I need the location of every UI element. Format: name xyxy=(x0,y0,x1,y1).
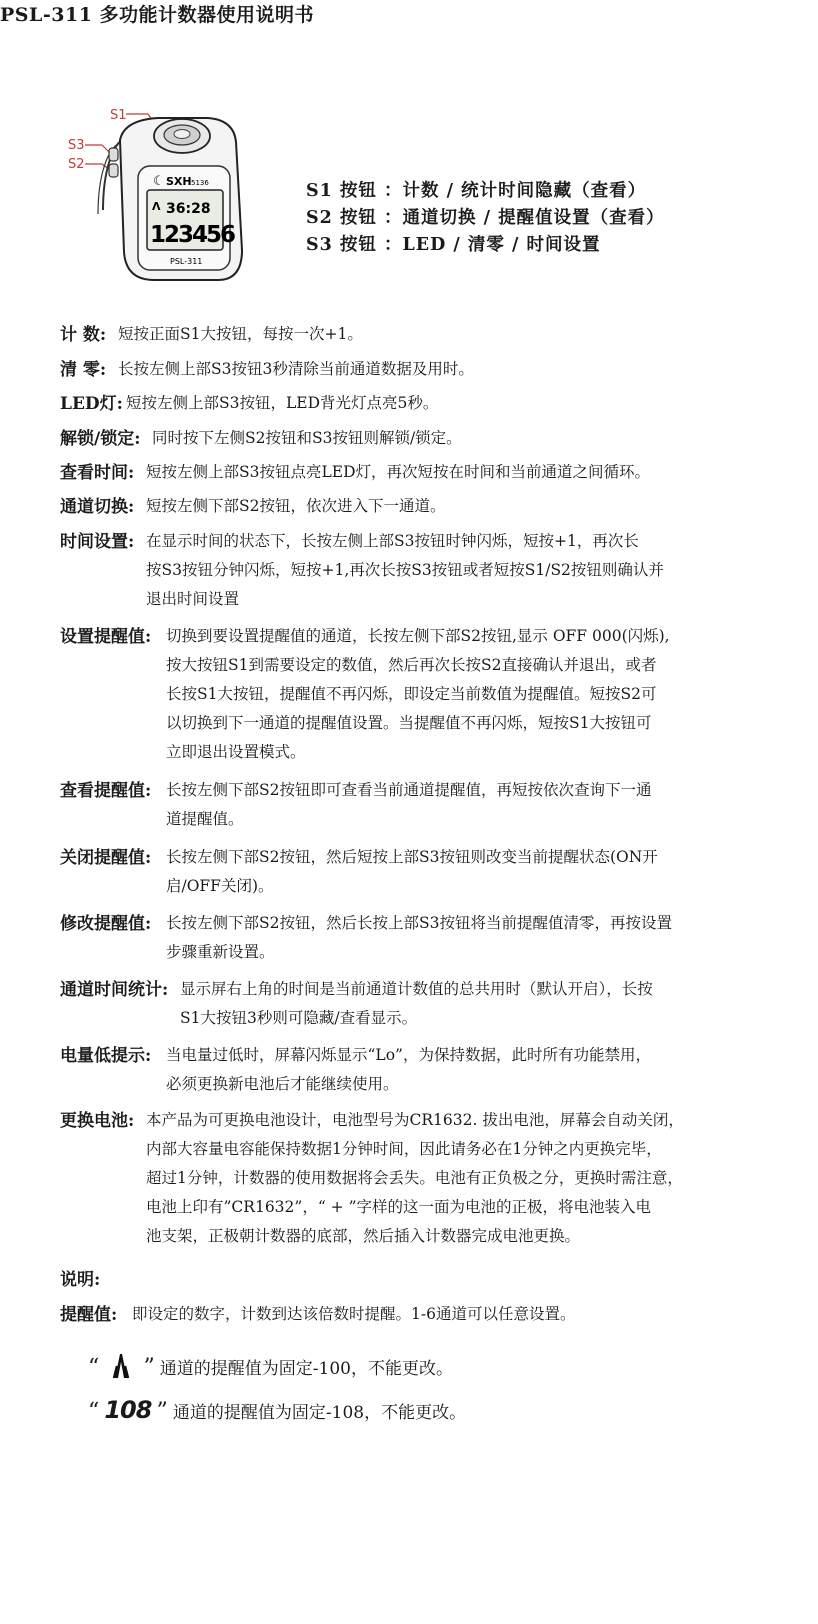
special-line-prayer: “ ” 通道的提醒值为固定-100，不能更改。 xyxy=(88,1352,453,1386)
term-channel-time-stats: 通道时间统计: xyxy=(60,980,169,1000)
desc-modify-reminder-1: 长按左侧下部S2按钮，然后长按上部S3按钮将当前提醒值清零，再按设置 xyxy=(166,914,672,932)
device-illustration xyxy=(58,100,298,290)
desc-reminder-value: 即设定的数字，计数到达该倍数时提醒。1-6通道可以任意设置。 xyxy=(132,1305,576,1323)
desc-low-battery-2: 必须更换新电池后才能继续使用。 xyxy=(166,1075,399,1093)
desc-set-reminder-4: 以切换到下一通道的提醒值设置。当提醒值不再闪烁，短按S1大按钮可 xyxy=(166,714,652,732)
special-text-prayer: 通道的提醒值为固定-100，不能更改。 xyxy=(159,1359,453,1379)
term-close-reminder: 关闭提醒值: xyxy=(60,848,152,868)
desc-clear: 长按左侧上部S3按钮3秒清除当前通道数据及用时。 xyxy=(118,360,474,378)
term-set-reminder: 设置提醒值: xyxy=(60,627,152,647)
desc-close-reminder-1: 长按左侧下部S2按钮，然后短按上部S3按钮则改变当前提醒状态(ON开 xyxy=(166,848,658,866)
desc-count: 短按正面S1大按钮，每按一次+1。 xyxy=(118,325,363,343)
special-text-108: 通道的提醒值为固定-108，不能更改。 xyxy=(172,1403,467,1423)
term-view-time: 查看时间: xyxy=(60,463,135,483)
desc-time-setting-1: 在显示时间的状态下，长按左侧上部S3按钮时钟闪烁，短按+1，再次长 xyxy=(146,532,639,550)
term-reminder-value: 提醒值: xyxy=(60,1305,118,1325)
desc-channel-time-stats-2: S1大按钮3秒则可隐藏/查看显示。 xyxy=(180,1009,418,1027)
desc-replace-battery-5: 池支架，正极朝计数器的底部，然后插入计数器完成电池更换。 xyxy=(146,1227,581,1245)
svg-text:☾: ☾ xyxy=(153,174,165,189)
note-heading: 说明: xyxy=(60,1270,101,1290)
term-clear: 清 零: xyxy=(60,360,107,380)
brand-label: SXH xyxy=(166,175,192,188)
desc-view-reminder-1: 长按左侧下部S2按钮即可查看当前通道提醒值，再短按依次查询下一通 xyxy=(166,781,652,799)
s3-button-desc: S3 按钮 ：LED / 清零 / 时间设置 xyxy=(306,235,601,255)
desc-set-reminder-5: 立即退出设置模式。 xyxy=(166,743,306,761)
term-replace-battery: 更换电池: xyxy=(60,1111,135,1131)
desc-set-reminder-3: 长按S1大按钮，提醒值不再闪烁，即设定当前数值为提醒值。短按S2可 xyxy=(166,685,657,703)
desc-replace-battery-3: 超过1分钟，计数器的使用数据将会丢失。电池有正负极之分，更换时需注意， xyxy=(146,1169,683,1187)
term-led: LED灯: xyxy=(60,394,123,414)
term-modify-reminder: 修改提醒值: xyxy=(60,914,152,934)
desc-replace-battery-4: 电池上印有”CR1632”，“ + ”字样的这一面为电池的正极，将电池装入电 xyxy=(146,1198,652,1216)
desc-replace-battery-1: 本产品为可更换电池设计，电池型号为CR1632. 拔出电池，屏幕会自动关闭， xyxy=(146,1111,684,1129)
desc-set-reminder-2: 按大按钮S1到需要设定的数值，然后再次长按S2直接确认并退出，或者 xyxy=(166,656,657,674)
prayer-hands-icon xyxy=(104,1352,138,1380)
desc-channel-time-stats-1: 显示屏右上角的时间是当前通道计数值的总共用时（默认开启），长按 xyxy=(180,980,653,998)
page-title: PSL-311 多功能计数器使用说明书 xyxy=(0,4,315,26)
brand-code: 5136 xyxy=(191,179,209,187)
desc-set-reminder-1: 切换到要设置提醒值的通道，长按左侧下部S2按钮,显示 OFF 000(闪烁), xyxy=(166,627,670,645)
desc-view-reminder-2: 道提醒值。 xyxy=(166,810,244,828)
desc-channel-switch: 短按左侧下部S2按钮，依次进入下一通道。 xyxy=(146,497,446,515)
callout-s2: S2 xyxy=(68,157,85,172)
desc-modify-reminder-2: 步骤重新设置。 xyxy=(166,943,275,961)
special-line-108: “ 108 ” 通道的提醒值为固定-108，不能更改。 xyxy=(88,1396,467,1424)
term-time-setting: 时间设置: xyxy=(60,532,135,552)
term-channel-switch: 通道切换: xyxy=(60,497,135,517)
desc-lock: 同时按下左侧S2按钮和S3按钮则解锁/锁定。 xyxy=(152,429,462,447)
s1-button-desc: S1 按钮 ：计数 / 统计时间隐藏（查看） xyxy=(306,181,647,201)
term-low-battery: 电量低提示: xyxy=(60,1046,152,1066)
lcd-time: 36:28 xyxy=(166,201,211,217)
desc-time-setting-2: 按S3按钮分钟闪烁，短按+1,再次长按S3按钮或者短按S1/S2按钮则确认并 xyxy=(146,561,664,579)
model-label: PSL-311 xyxy=(170,257,203,266)
desc-led: 短按左侧上部S3按钮，LED背光灯点亮5秒。 xyxy=(126,394,439,412)
s2-button-desc: S2 按钮 ：通道切换 / 提醒值设置（查看） xyxy=(306,208,665,228)
lcd-channel-icon: Λ xyxy=(152,200,161,213)
callout-s1: S1 xyxy=(110,108,127,123)
callout-s3: S3 xyxy=(68,138,85,153)
desc-time-setting-3: 退出时间设置 xyxy=(146,590,240,608)
desc-close-reminder-2: 启/OFF关闭)。 xyxy=(166,877,274,895)
desc-low-battery-1: 当电量过低时，屏幕闪烁显示“Lo”，为保持数据，此时所有功能禁用， xyxy=(166,1046,651,1064)
term-lock: 解锁/锁定: xyxy=(60,429,141,449)
desc-replace-battery-2: 内部大容量电容能保持数据1分钟时间，因此请务必在1分钟之内更换完毕， xyxy=(146,1140,662,1158)
term-view-reminder: 查看提醒值: xyxy=(60,781,152,801)
lcd-count: 123456 xyxy=(150,222,235,248)
term-count: 计 数: xyxy=(60,325,107,345)
lcd-108-glyph: 108 xyxy=(104,1396,152,1424)
desc-view-time: 短按左侧上部S3按钮点亮LED灯，再次短按在时间和当前通道之间循环。 xyxy=(146,463,651,481)
